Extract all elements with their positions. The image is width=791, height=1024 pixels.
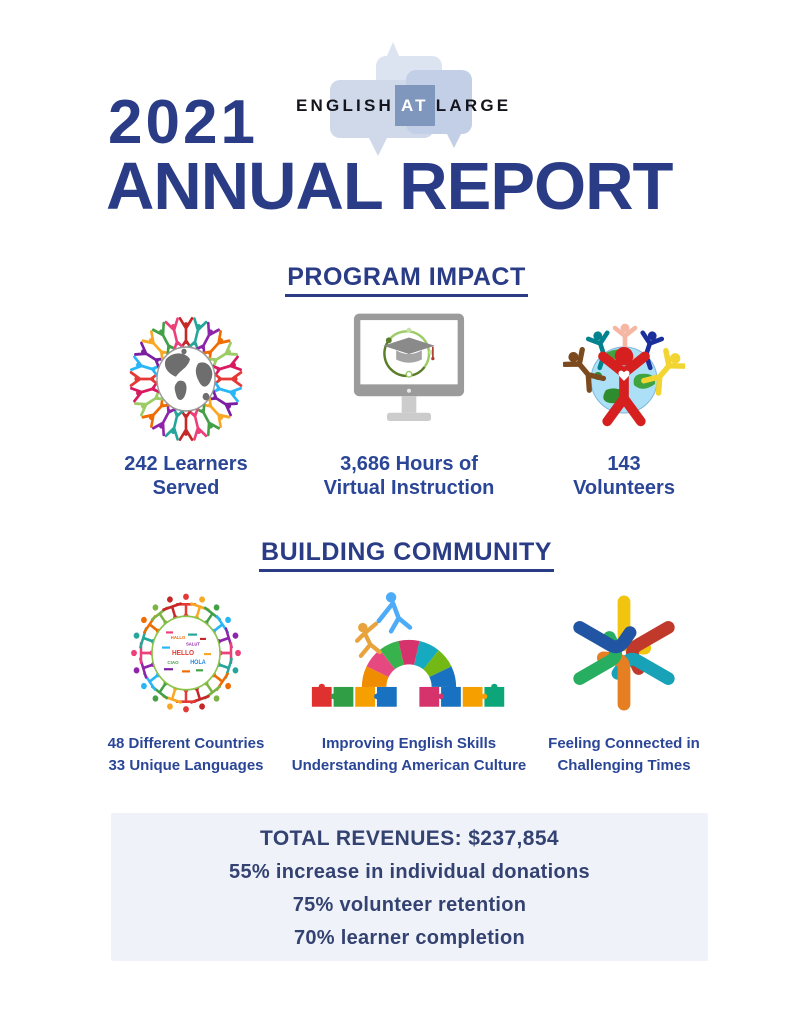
report-year: 2021: [108, 88, 258, 157]
volunteer-retention-stat: 75% volunteer retention: [292, 894, 527, 916]
stat-caption: 48 Different Countries 33 Unique Languages: [107, 735, 265, 774]
logo-word-at: AT: [395, 85, 435, 126]
svg-text:CIAO: CIAO: [167, 659, 179, 665]
stat-english-skills: [291, 583, 527, 777]
learners-globe-ring-icon: [127, 314, 245, 444]
building-community-row: [86, 583, 746, 777]
stat-caption: 242 Learners Served: [124, 453, 248, 499]
virtual-instruction-monitor-icon: [334, 310, 484, 444]
linked-hands-pinwheel-icon: [565, 592, 683, 714]
building-community-heading: BUILDING COMMUNITY: [0, 538, 791, 572]
donations-stat: 55% increase in individual donations: [229, 861, 590, 883]
puzzle-arch-helping-climb-icon: [310, 586, 508, 720]
stat-countries-languages: [86, 583, 286, 777]
puzzle-arch: [374, 652, 444, 687]
volunteers-around-globe-icon: [563, 320, 685, 444]
svg-text:HELLO: HELLO: [171, 649, 195, 658]
stat-feeling-connected: [524, 583, 724, 777]
svg-text:HOLA: HOLA: [190, 659, 206, 666]
logo-word-large: LARGE: [435, 95, 512, 115]
learner-completion-stat: 70% learner completion: [293, 927, 526, 949]
stat-caption: 143 Volunteers: [573, 453, 675, 499]
summary-box: [111, 813, 708, 961]
program-impact-heading: PROGRAM IMPACT: [0, 263, 791, 297]
svg-text:SALUT: SALUT: [186, 641, 200, 647]
logo-wordmark: [296, 85, 511, 126]
stat-caption: 3,686 Hours of Virtual Instruction: [323, 453, 495, 499]
svg-text:HALLO: HALLO: [170, 634, 186, 640]
stat-learners: [86, 306, 286, 500]
speech-bubble-tail: [446, 132, 462, 148]
stat-caption: Improving English Skills Understanding American Culture: [291, 735, 527, 774]
report-title: ANNUAL REPORT: [106, 149, 673, 224]
logo-word-english: ENGLISH: [296, 95, 394, 115]
stat-virtual-hours: [309, 306, 509, 500]
puzzle-base: [312, 684, 504, 707]
countries-word-cloud-ring-icon: [125, 587, 247, 719]
stat-caption: Feeling Connected in Challenging Times: [548, 735, 700, 774]
stat-volunteers: [524, 306, 724, 500]
program-impact-row: [86, 306, 746, 500]
total-revenues: TOTAL REVENUES: $237,854: [259, 827, 560, 850]
